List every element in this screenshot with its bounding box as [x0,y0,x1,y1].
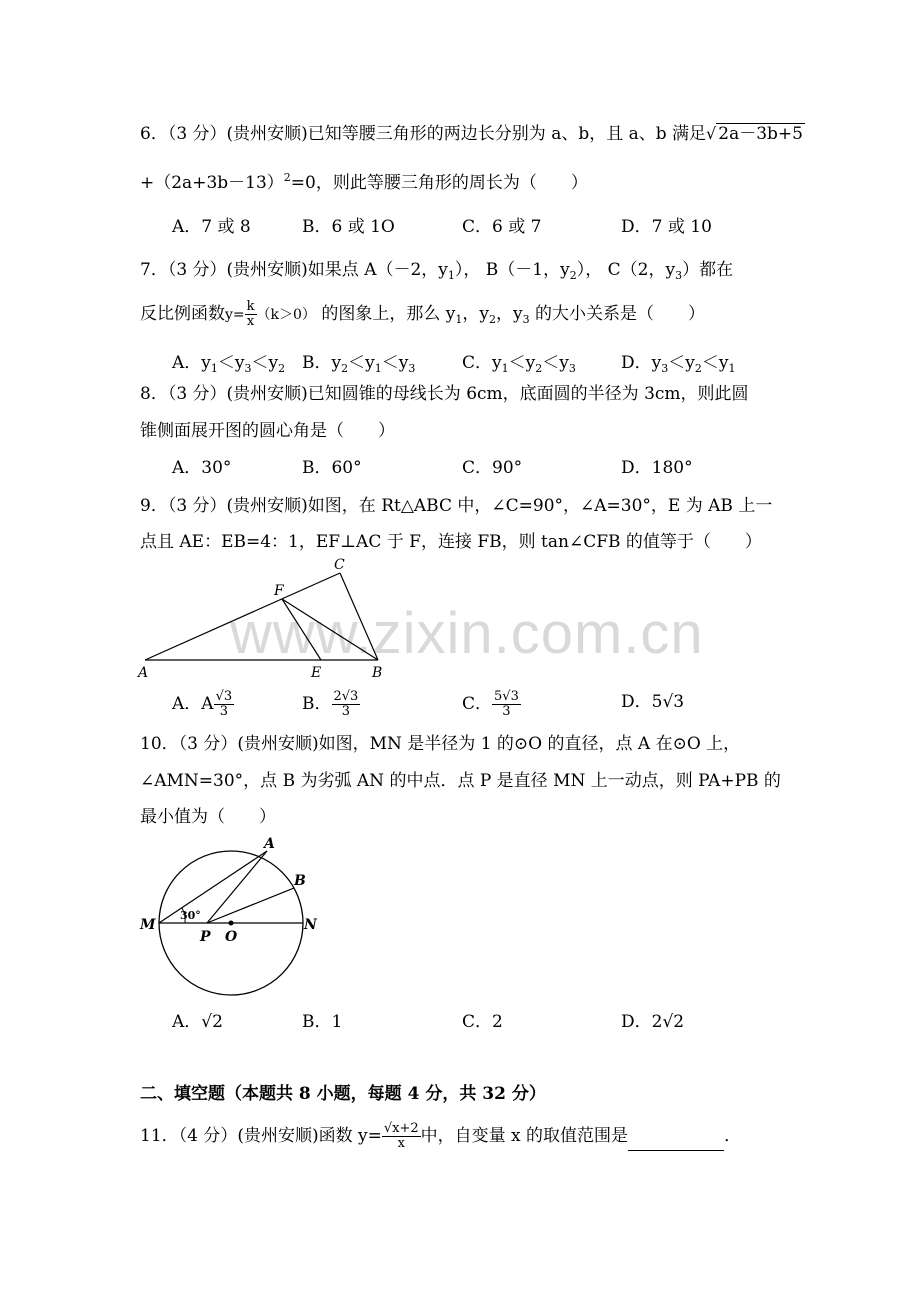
q8-line2: 锥侧面展开图的圆心角是（ ） [140,421,395,441]
q9-label-f: F [274,583,284,599]
q9-segment-fe [282,599,321,660]
q6-option-c[interactable]: C．6 或 7 [462,217,542,237]
q9-segment-fb [282,599,378,660]
q10-line2: ∠AMN=30°，点 B 为劣弧 AN 的中点．点 P 是直径 MN 上一动点，则 PA+PB 的 [140,771,781,791]
q6-option-a[interactable]: A．7 或 8 [172,217,251,237]
q6-line1-text: 6．（3 分）(贵州安顺)已知等腰三角形的两边长分别为 a、b，且 a、b 满足 [140,124,707,144]
q6-line2a: +（2a+3b－13） [140,173,284,193]
q10-angle-label: 30° [180,909,201,922]
q11-end: ． [724,1126,742,1146]
q7-option-b[interactable]: B．$y_2<y_1<y_3$ [302,353,416,375]
q10-center-dot [229,921,234,926]
q11-prefix: 11．（4 分）(贵州安顺)函数 y= [140,1126,382,1146]
section-heading: 二、填空题（本题共 8 小题，每题 4 分，共 32 分） [140,1084,546,1104]
q10-circle-figure [130,835,330,1015]
q9-option-d[interactable]: D．5√3 [621,692,685,712]
q9-label-c: C [334,557,345,573]
q10-label-o: O [225,929,238,945]
q8-option-b[interactable]: B．60° [302,458,362,478]
q7-fraction: $\frac{k}{x}$ [246,299,255,329]
q9-label-b: B [372,665,383,681]
q9-triangle-figure [130,555,400,685]
q7-line2b: 的图象上，那么 y [315,304,456,324]
q11-line [140,1122,741,1151]
q9-option-a[interactable]: A．A $\frac{√3}{3}$ [172,689,233,719]
q10-option-b[interactable]: B．1 [302,1012,343,1032]
q7-line2: 反比例函数y= $\frac{k}{x}$ （k＞0） 的图象上，那么 $y_1$，$y_2$，$y_3$ 的大小关系是（ ） [140,299,705,329]
q10-option-d[interactable]: D．2√2 [621,1012,685,1032]
q7-cond: （k＞0） [256,307,316,323]
q10-label-n: N [304,917,317,933]
q10-line3: 最小值为（ ） [140,807,276,827]
q9-label-a: A [138,665,149,681]
q6-line2b: =0，则此等腰三角形的周长为（ ） [290,173,588,193]
q6-line2 [140,171,588,197]
q10-option-c[interactable]: C．2 [462,1012,503,1032]
q7-line1-text: 7．（3 分）(贵州安顺)如果点 A（－2，y [140,260,448,280]
q11-answer-blank[interactable] [628,1132,724,1151]
q10-segment-pa [207,851,267,923]
q8-option-c[interactable]: C．90° [462,458,523,478]
q6-radicand: 2a－3b+5 [718,124,803,144]
q9-line1: 9．（3 分）(贵州安顺)如图，在 Rt△ABC 中，∠C=90°，∠A=30°，E 为 AB 上一 [140,496,773,516]
q10-label-m: M [140,917,156,933]
q8-line1: 8．（3 分）(贵州安顺)已知圆锥的母线长为 6cm，底面圆的半径为 3cm，则此圆 [140,384,749,404]
q10-label-p: P [200,929,211,945]
q9-option-c[interactable]: C． $\frac{5√3}{3}$ [462,689,519,719]
q10-segment-pb [207,888,294,923]
q6-option-b[interactable]: B．6 或 1O [302,217,395,237]
q7-func: y= [225,307,245,323]
q8-option-a[interactable]: A．30° [172,458,232,478]
q6-line1: 6．（3 分）(贵州安顺)已知等腰三角形的两边长分别为 a、b，且 a、b 满足√ 2a－3b+5 [140,124,803,144]
q9-segment-ac [145,573,340,660]
q7-option-d[interactable]: D．$y_3<y_2<y_1$ [621,353,736,375]
q10-label-a: A [264,836,275,852]
q7-line1: 7．（3 分）(贵州安顺)如果点 A（－2，$y_1$）， B（－1，$y_2$）， C（2，$y_3$）都在 [140,260,734,282]
q7-line2a: 反比例函数 [140,304,225,324]
q7-option-a[interactable]: A．$y_1<y_3<y_2$ [172,353,286,375]
q10-option-a[interactable]: A．√2 [172,1012,223,1032]
q7-option-c[interactable]: C．$y_1<y_2<y_3$ [462,353,576,375]
q8-option-d[interactable]: D．180° [621,458,693,478]
watermark: www.zixin.com.cn [230,601,704,666]
q9-line2: 点且 AE：EB=4：1，EF⊥AC 于 F，连接 FB，则 tan∠CFB 的值等于（ ） [140,532,762,552]
q6-option-d[interactable]: D．7 或 10 [621,217,712,237]
q11-fraction: $\frac{√x+2}{x}$ [383,1121,419,1151]
q9-label-e: E [311,665,322,681]
q10-label-b: B [294,873,306,889]
q10-segment-ma [159,851,267,923]
q9-segment-cb [340,573,378,660]
q11-suffix: 中，自变量 x 的取值范围是 [420,1126,629,1146]
q9-option-b[interactable]: B． $\frac{2√3}{3}$ [302,689,359,719]
q10-line1: 10．（3 分）(贵州安顺)如图，MN 是半径为 1 的⊙O 的直径，点 A 在⊙O 上， [140,734,741,754]
q6-sup: 2 [283,171,291,184]
